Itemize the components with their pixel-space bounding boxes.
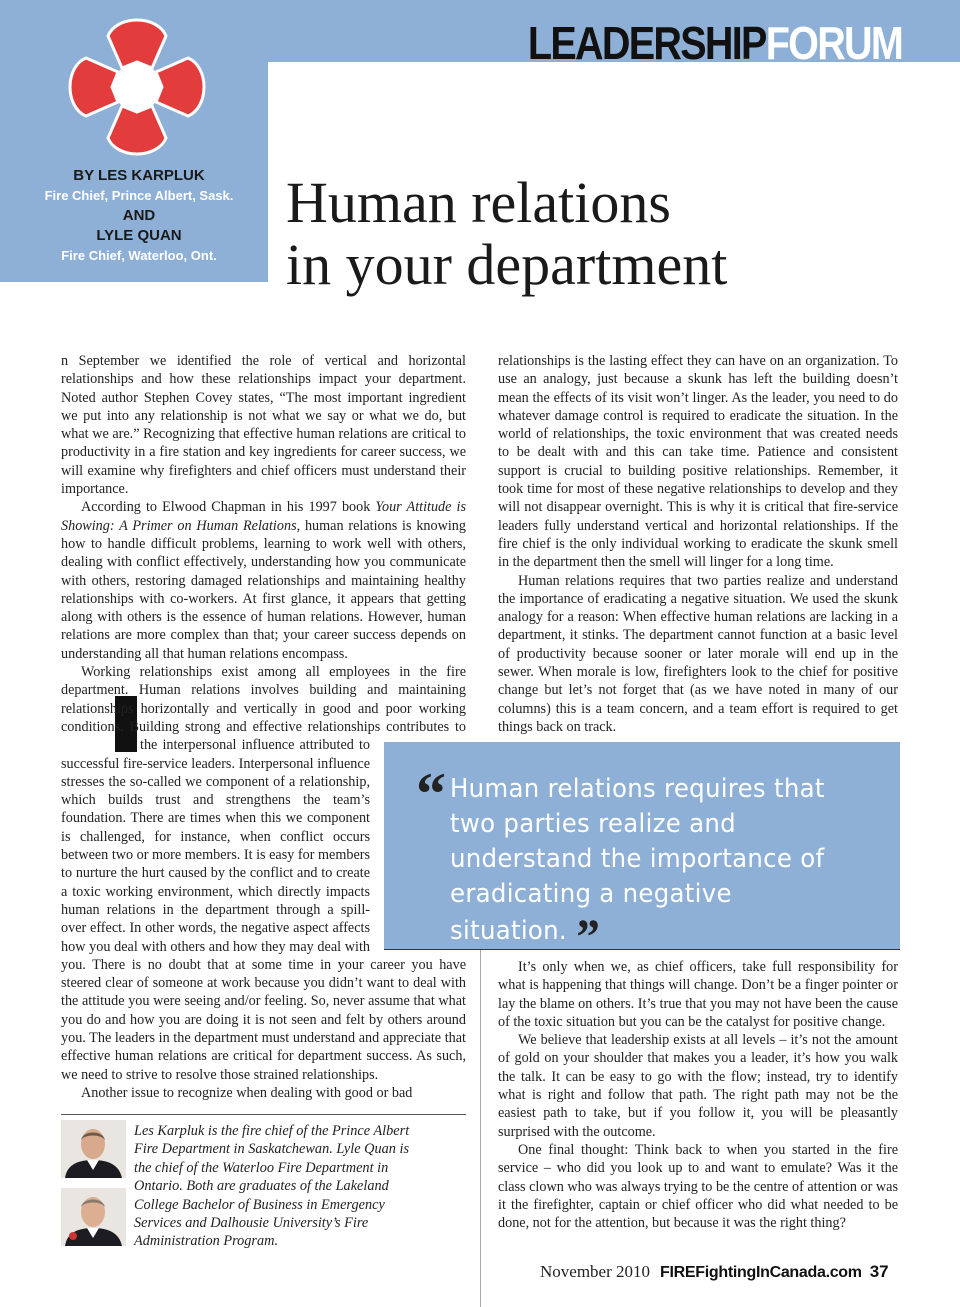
close-quote-mark: ” xyxy=(576,908,601,964)
article-column-1 xyxy=(61,352,466,1102)
article-column-3 xyxy=(498,958,898,1232)
article-paragraph: Another issue to recognize when dealing with good or bad xyxy=(81,1084,413,1101)
article-paragraph: Human relations requires that two parties realize and understand the importance of eradicating a negative situation. We used the skunk analogy for a reason: When effective human relations are lacking in a department, it stinks. The department cannot function at a basic level of productivity because sooner or later morale will end up in the sewer. When morale is low, firefighters look to the chief for positive change but let’s not forget that (as we have noted in many of our columns) this is a team concern, and a team effort is required to get things back on track. xyxy=(498,572,898,735)
column-divider xyxy=(480,950,481,1307)
pull-quote xyxy=(384,742,900,964)
bio-divider xyxy=(61,1114,466,1115)
article-paragraph: Working relationships exist among all employees in the fire department. Human relations involves building and maintaining relationships horizontally and vertically in good and poor working conditions. Building strong and effective relationships contributes to the interpersonal influence attributed to successful fire-service leaders. Interpersonal influence stresses the so-called we component of a relationship, which builds trust and strengthens the team’s foundation. There are times when this we component is challenged, for instance, when conflict occurs between two or more members. It is easy for members to nurture the hurt caused by the conflict and to create a toxic working environment, which directly impacts human relations in the department through a spill-over effect. In other words, the negative aspect affects how you deal with others and how they may deal with you. There is no doubt that at some time in your career you have steered clear of someone at work because you didn’t want to deal with the attitude you were seeing and/or feeling. So, never assume that what you do and how you are doing it is not seen and felt by others around you. The leaders in the department must understand and appreciate that effective human relations are critical for department success. As such, we need to strive to resolve those strained relationships. xyxy=(61,664,466,1083)
headline-line1: Human relations xyxy=(286,170,671,235)
author-bio: Les Karpluk is the fire chief of the Prince Albert Fire Department in Saskatchewan. Lyle Quan is the chief of the Waterloo Fire Department in Ontario. Both are graduates of the Lakeland College Bachelor of Business in Emergency Services and Dalhousie University’s Fire Administration Program. xyxy=(134,1123,410,1250)
page-footer xyxy=(540,1262,900,1286)
website-link[interactable]: FIREFightingInCanada.com xyxy=(660,1264,862,1281)
headline xyxy=(286,172,946,296)
issue-date: November 2010 xyxy=(540,1262,651,1281)
author1-photo xyxy=(61,1120,126,1178)
paragraph-text: n September we identified the role of vertical and horizontal relationships and how these relationships impact your department. Noted author Stephen Covey states, “The most important ingredient we put into any relationship is not what we say or what we do, but what we are.” Recognizing that effective human relations are critical to productivity in a fire station and key ingredients for career success, we will examine why firefighters and chief officers must understand their importance. xyxy=(61,353,466,498)
author2-photo xyxy=(61,1188,126,1246)
byline-and: AND xyxy=(122,207,156,224)
article-paragraph: According to Elwood Chapman in his 1997 book Your Attitude is Showing: A Primer on Human Relations, human relations is knowing how to handle difficult problems, learning to work well with others, dealing with conflict effectively, understanding how you communicate with others, restoring damaged relationships and maintaining healthy relationships with co-workers. At first glance, it appears that getting along with others is the essence of human relations. However, human relations are more complex than that; your career success depends on understanding all that human relations encompass. xyxy=(61,499,466,662)
article-paragraph: relationships is the lasting effect they can have on an organization. To use an analogy, just because a skunk has left the building doesn’t mean the effects of its visit won’t linger. As the leader, you need to do whatever damage control is required to eradicate the situation. In the world of relationships, the toxic environment that was created needs to be dealt with and this can take time. Patience and consistent support is crucial to building positive relationships. Remember, it took time for most of these negative relationships to develop and they will not disappear overnight. This is why it is critical that fire-service leaders fully understand vertical and horizontal relationships. If the fire chief is the only individual working to eradicate the skunk smell in the department then the smell will linger for a long time. xyxy=(498,353,898,571)
article-paragraph xyxy=(61,352,466,498)
masthead-leadership: LEADERSHIP xyxy=(527,17,766,69)
maltese-cross-logo-icon xyxy=(66,16,208,158)
article-paragraph: It’s only when we, as chief officers, take full responsibility for what is happening that things will change. Don’t be a finger pointer or lay the blame on others. It’s true that you may not have been the cause of the toxic situation but you can be the catalyst for positive change. xyxy=(498,959,898,1030)
headline-line2: in your department xyxy=(286,232,728,297)
author1-title: Fire Chief, Prince Albert, Sask. xyxy=(44,188,234,203)
article-paragraph: We believe that leadership exists at all levels – it’s not the amount of gold on your shoulder that makes you a leader, it’s how you walk the talk. It can be easy to go with the flow; instead, try to identify what is right and follow that path. The right path may not be the easiest path to take, but if you follow it, you will be pleasantly surprised with the outcome. xyxy=(498,1032,898,1140)
section-masthead xyxy=(528,18,902,68)
book-title: Your Attitude is Showing: A Primer on Human Relations xyxy=(61,499,466,534)
open-quote-mark: “ xyxy=(416,761,446,827)
article-paragraph: One final thought: Think back to when you started in the fire service – who did you look up to and want to emulate? Was it the class clown who was always trying to be the centre of attention or was it the firefighter, captain or chief officer who did what needed to be done, not for the attention, but because it was the right thing? xyxy=(498,1141,898,1232)
portrait-icon xyxy=(61,1188,126,1246)
article-column-2 xyxy=(498,352,898,736)
author2-name: LYLE QUAN xyxy=(96,227,182,244)
author2-title: Fire Chief, Waterloo, Ont. xyxy=(61,248,217,263)
author1-name: BY LES KARPLUK xyxy=(73,167,205,184)
pull-quote-body: Human relations requires that two parties realize and understand the importance of eradicating a negative situation. xyxy=(450,774,825,946)
byline xyxy=(0,166,278,266)
page-number: 37 xyxy=(869,1262,889,1281)
pull-quote-text xyxy=(450,772,854,964)
masthead-forum: FORUM xyxy=(765,17,902,69)
portrait-icon xyxy=(61,1120,126,1178)
